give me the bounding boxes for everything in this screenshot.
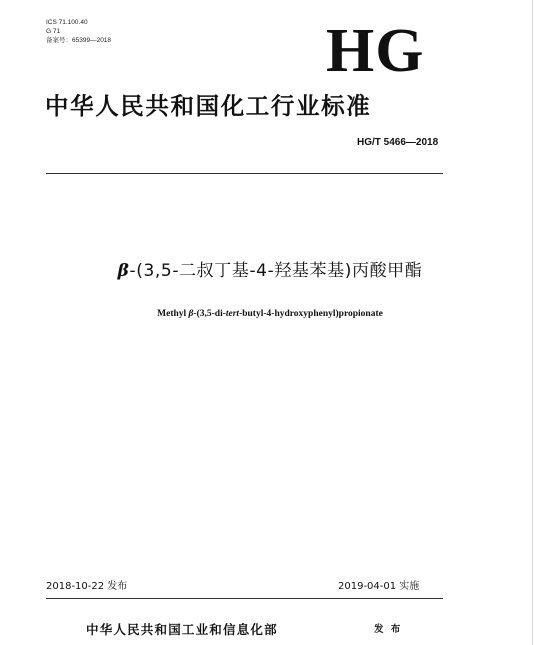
- hg-logo: HG: [326, 17, 425, 85]
- product-name-chinese: [0, 260, 540, 282]
- issuing-authority: 中华人民共和国工业和信息化部: [86, 622, 278, 637]
- en-name-mid: -(3,5-di-: [193, 309, 226, 319]
- implementation-date: 2019-04-01 实施: [338, 581, 420, 592]
- product-name-chinese-text: -(3,5-二叔丁基-4-羟基苯基)丙酸甲酯: [129, 261, 423, 281]
- footer-divider: [46, 598, 443, 599]
- ccs-code: G 71: [46, 28, 61, 35]
- filing-number: 备案号：65399—2018: [46, 37, 112, 44]
- issue-date: 2018-10-22 发布: [46, 581, 128, 592]
- product-name-english: [0, 308, 540, 320]
- en-tert-prefix: tert: [225, 309, 240, 319]
- issue-label: 发 布: [374, 624, 403, 635]
- standard-number: HG/T 5466—2018: [357, 137, 439, 148]
- ics-code: ICS 71.100.40: [46, 19, 88, 26]
- en-name-prefix: Methyl: [157, 309, 189, 319]
- standard-title: 中华人民共和国化工行业标准: [45, 92, 372, 120]
- page-edge-divider: [532, 0, 533, 645]
- beta-symbol: β: [117, 261, 130, 281]
- en-beta-symbol: β: [188, 309, 194, 319]
- en-name-suffix: -butyl-4-hydroxyphenyl)propionate: [239, 309, 383, 319]
- header-divider: [46, 173, 443, 174]
